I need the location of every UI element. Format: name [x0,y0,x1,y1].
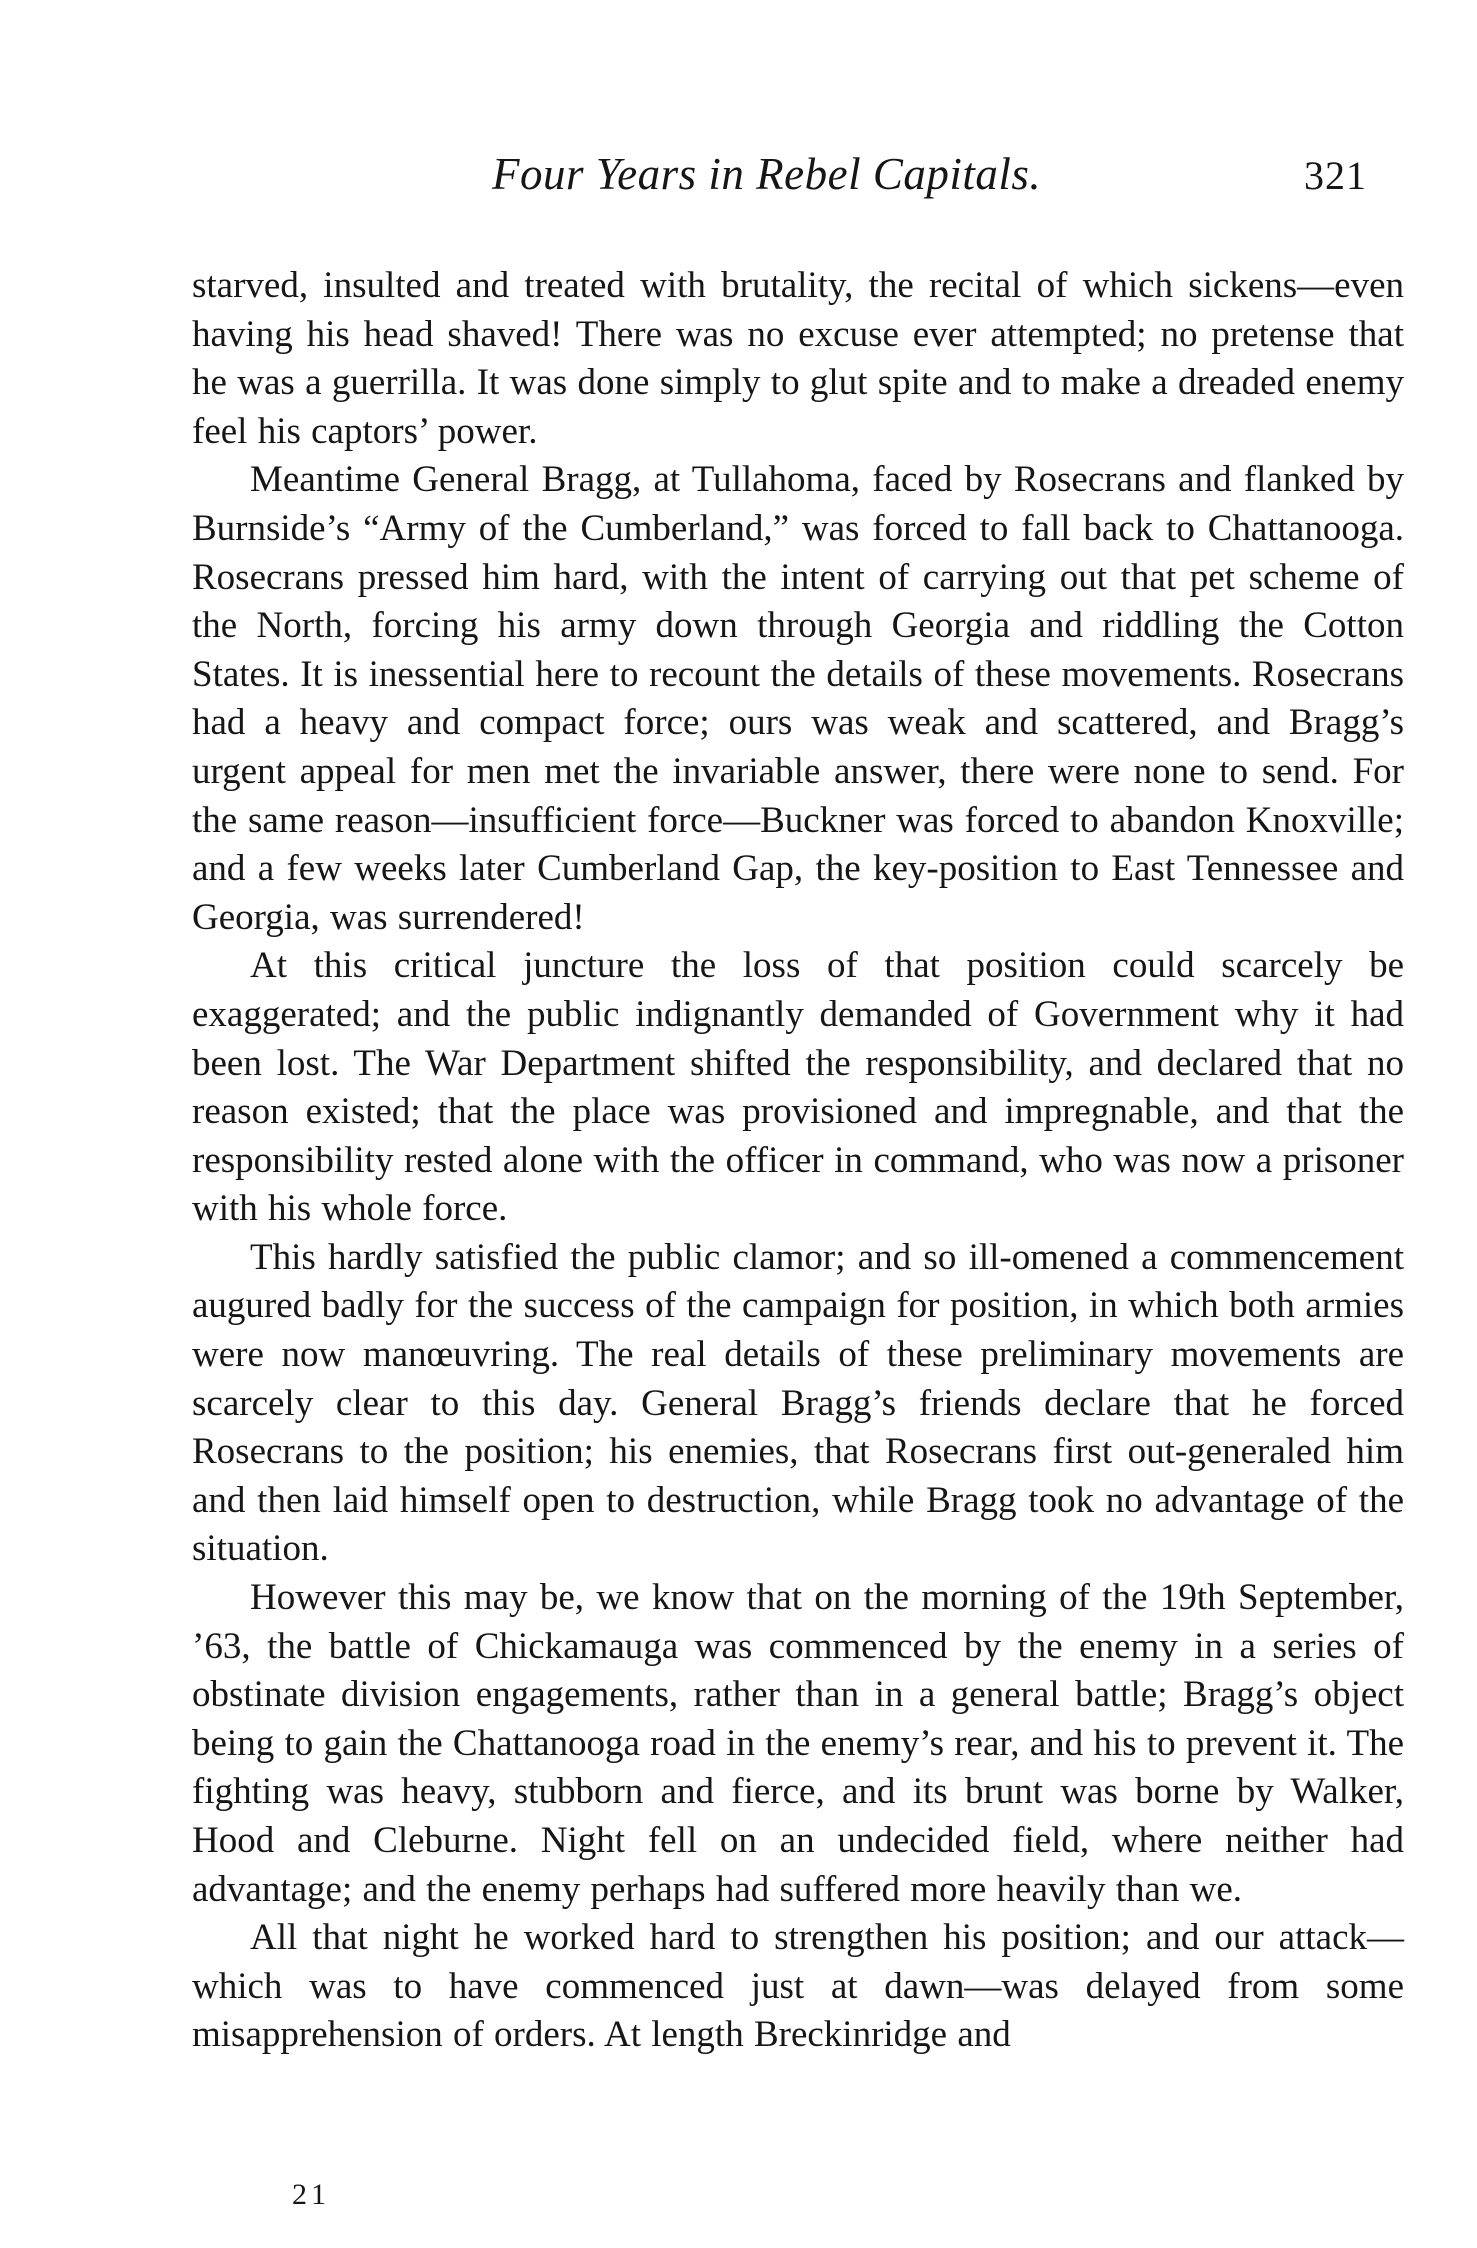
paragraph-critical-juncture: At this critical juncture the loss of that position could scarcely be exaggerated; and the public indignantly demanded of Government why it had been lost. The War Department shifted the responsibility, and declared that no reason existed; that the place was provisioned and impregnable, and that the responsibility rested alone with the officer in command, who was now a prisoner with his whole force. [192,945,1404,1230]
running-title: Four Years in Rebel Capitals. [492,149,1042,199]
paragraph-chickamauga: However this may be, we know that on the morning of the 19th September, ’63, the battle of Chickamauga was commenced by the enemy in a series of obstinate division engagements, rather than in a general battle; Bragg’s object being to gain the Chattanooga road in the enemy’s rear, and his to prevent it. The fighting was heavy, stubborn and fierce, and its brunt was borne by Walker, Hood and Cleburne. Night fell on an undecided field, where neither had advantage; and the enemy perhaps had suffered more heavily than we. [192,1577,1404,1910]
paragraph-public-clamor: This hardly satisfied the public clamor; and so ill-omened a commencement augured badly for the success of the campaign for position, in which both armies were now manœuvring. The real details of these preliminary movements are scarcely clear to this day. General Bragg’s friends declare that he forced Rosecrans to the position; his enemies, that Rosecrans first out-generaled him and then laid himself open to destruction, while Bragg took no advantage of the situation. [192,1236,1404,1570]
body-text [192,262,1404,2060]
paragraph-bragg-retreat: Meantime General Bragg, at Tullahoma, faced by Rosecrans and flanked by Burnside’s “Army of the Cumberland,” was forced to fall back to Chattanooga. Rosecrans pressed him hard, with the intent of carrying out that pet scheme of the North, forcing his army down through Georgia and riddling the Cotton States. It is inessential here to recount the details of these movements. Rosecrans had a heavy and compact force; ours was weak and scattered, and Bragg’s urgent appeal for men met the invariable answer, there were none to send. For the same reason—insufficient force—Buckner was forced to abandon Knoxville; and a few weeks later Cumberland Gap, the key-position to East Tennessee and Georgia, was surrendered! [192,459,1404,938]
paragraph-continuation: starved, insulted and treated with brutality, the recital of which sickens—even having his head shaved! There was no excuse ever attempted; no pretense that he was a guerrilla. It was done simply to glut spite and to make a dreaded enemy feel his captors’ power. [192,265,1404,452]
signature-mark: 21 [292,2178,330,2211]
paragraph-night-attack: All that night he worked hard to strengthen his position; and our attack—which was to have commenced just at dawn—was delayed from some misapprehension of orders. At length Breckinridge and [192,1917,1404,2056]
running-head [0,148,1477,208]
page-number: 321 [1304,153,1367,198]
